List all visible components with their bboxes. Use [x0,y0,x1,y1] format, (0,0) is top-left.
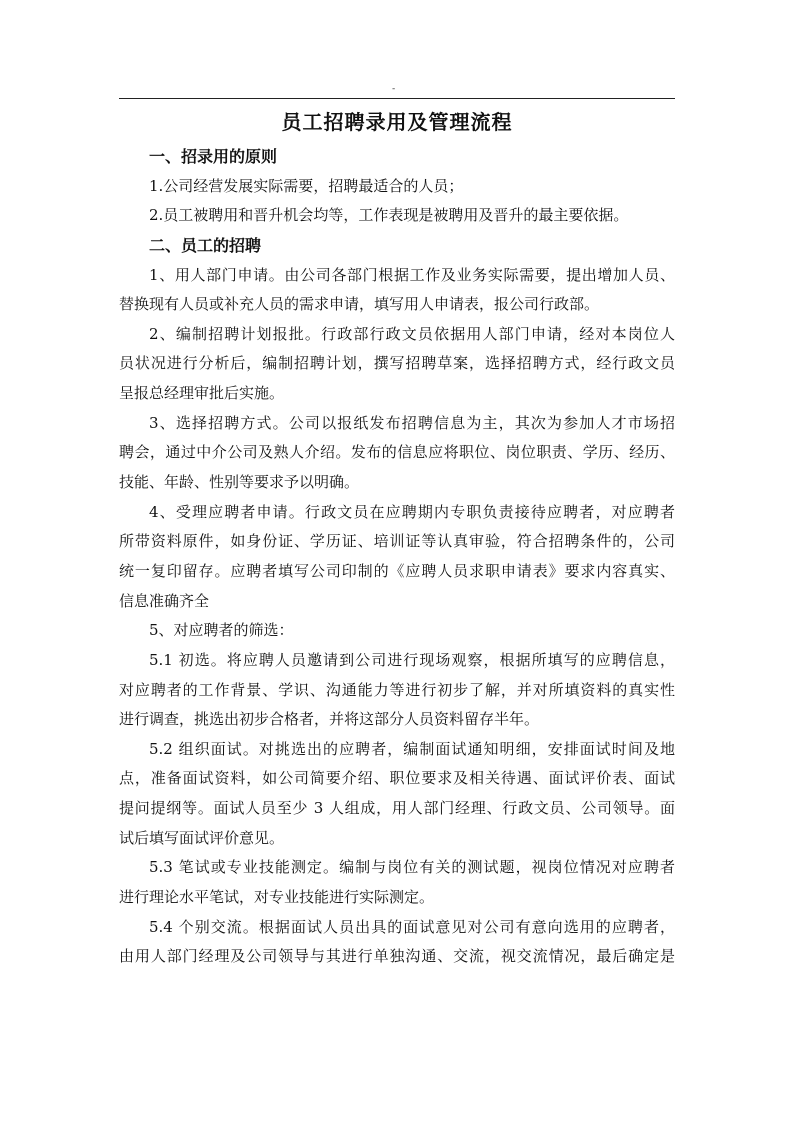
body-text-line: 点，准备面试资料，如公司简要介绍、职位要求及相关待遇、面试评价表、面试 [119,769,675,788]
body-text-line: 5.4 个别交流。根据面试人员出具的面试意见对公司有意向选用的应聘者， [149,917,675,936]
body-text-line: 进行理论水平笔试，对专业技能进行实际测定。 [119,888,435,907]
body-text-line: 3、选择招聘方式。公司以报纸发布招聘信息为主，其次为参加人才市场招 [149,413,675,432]
page-title: 员工招聘录用及管理流程 [281,110,513,134]
body-text-line: 技能、年龄、性别等要求予以明确。 [119,473,360,492]
body-text-line: 提问提纲等。面试人员至少 3 人组成，用人部门经理、行政文员、公司领导。面 [119,799,675,818]
header-rule [119,98,675,99]
body-text-line: 1.公司经营发展实际需要，招聘最适合的人员； [149,176,464,195]
body-text-line: 1、用人部门申请。由公司各部门根据工作及业务实际需要，提出增加人员、 [149,265,675,284]
body-text-line: 所带资料原件，如身份证、学历证、培训证等认真审验，符合招聘条件的，公司 [119,532,675,551]
section-heading: 一、招录用的原则 [149,147,278,166]
body-text-line: 呈报总经理审批后实施。 [119,384,285,403]
body-text-line: 员状况进行分析后，编制招聘计划，撰写招聘草案，选择招聘方式，经行政文员 [119,354,675,373]
body-text-line: 5.2 组织面试。对挑选出的应聘者，编制面试通知明细，安排面试时间及地 [149,739,675,758]
body-text-line: 聘会，通过中介公司及熟人介绍。发布的信息应将职位、岗位职责、学历、经历、 [119,443,675,462]
body-text-line: 5.3 笔试或专业技能测定。编制与岗位有关的测试题，视岗位情况对应聘者 [149,858,675,877]
body-text-line: 信息准确齐全 [119,591,210,610]
section-heading: 二、员工的招聘 [149,235,262,255]
document-body [119,142,675,972]
body-text-line: 由用人部门经理及公司领导与其进行单独沟通、交流，视交流情况，最后确定是 [119,947,675,966]
body-text-line: 5、对应聘者的筛选： [149,621,294,640]
body-text-line: 5.1 初选。将应聘人员邀请到公司进行现场观察，根据所填写的应聘信息， [149,650,675,669]
body-text-line: 进行调查，挑选出初步合格者，并将这部分人员资料留存半年。 [119,710,540,729]
body-text-line: 替换现有人员或补充人员的需求申请，填写用人申请表，报公司行政部。 [119,295,600,314]
body-text-line: 对应聘者的工作背景、学识、沟通能力等进行初步了解，并对所填资料的真实性 [119,680,675,699]
body-text-line: 统一复印留存。应聘者填写公司印制的《应聘人员求职申请表》要求内容真实、 [119,561,675,580]
body-text-line: 2.员工被聘用和晋升机会均等，工作表现是被聘用及晋升的最主要依据。 [149,206,629,225]
body-text-line: 4、受理应聘者申请。行政文员在应聘期内专职负责接待应聘者，对应聘者 [149,502,675,521]
body-text-line: 2、编制招聘计划报批。行政部行政文员依据用人部门申请，经对本岗位人 [149,324,675,343]
header-mark: - [392,84,396,94]
body-text-line: 试后填写面试评价意见。 [119,828,285,847]
